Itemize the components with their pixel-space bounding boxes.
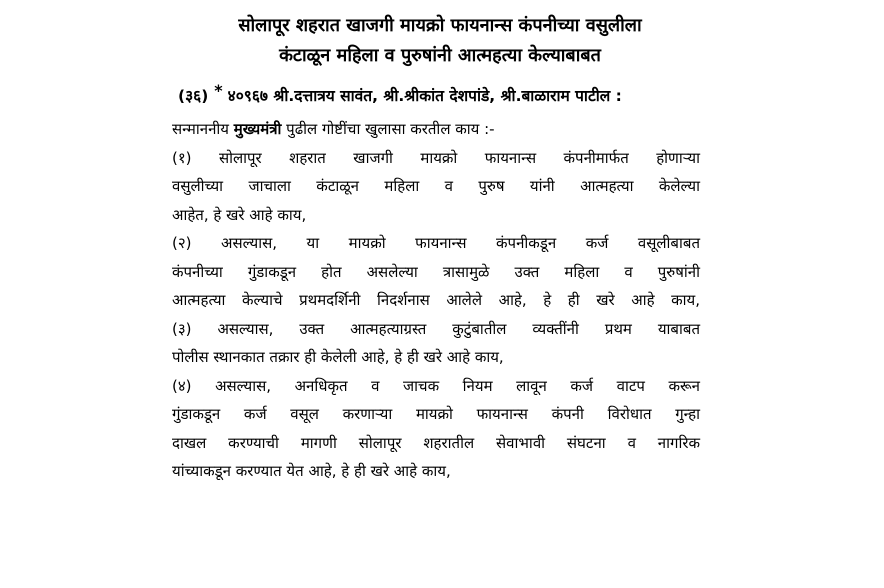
question-line: गुंडाकडून कर्ज वसूल करणाऱ्या मायक्रो फायनान्स कंपनी विरोधात गुन्हा [172, 405, 700, 423]
intro-prefix: सन्माननीय [172, 120, 230, 138]
question-body [172, 115, 700, 486]
heading-line-1: सोलापूर शहरात खाजगी मायक्रो फायनान्स कंपनीच्या वसुलीला [238, 15, 642, 36]
question-line: दाखल करण्याची मागणी सोलापूर शहरातील सेवाभावी संघटना व नागरिक [172, 433, 700, 452]
intro-line [172, 115, 700, 144]
starred-question-marker: * [214, 81, 223, 100]
question-line: पोलीस स्थानकात तक्रार ही केलेली आहे, हे ही खरे आहे काय, [172, 348, 504, 366]
question-line: (१) सोलापूर शहरात खाजगी मायक्रो फायनान्स कंपनीमार्फत होणाऱ्या [172, 148, 700, 167]
intro-addressee: मुख्यमंत्री [233, 120, 282, 138]
question-line: (३) असल्यास, उक्त आत्महत्याग्रस्त कुटुंबातील व्यक्तींनी प्रथम याबाबत [172, 319, 700, 338]
question-line: आत्महत्या केल्याचे प्रथमदर्शिनी निदर्शनास आलेले आहे, हे ही खरे आहे काय, [172, 291, 700, 309]
question-line: यांच्याकडून करण्यात येत आहे, हे ही खरे आहे काय, [172, 462, 451, 480]
question-line: (४) असल्यास, अनधिकृत व जाचक नियम लावून कर्ज वाटप करून [172, 376, 700, 395]
intro-suffix: पुढील गोष्टींचा खुलासा करतील काय :- [286, 120, 495, 138]
question-header [178, 81, 718, 106]
question-members: श्री.दत्तात्रय सावंत, श्री.श्रीकांत देशपांडे, श्री.बाळाराम पाटील : [273, 87, 622, 105]
heading-line-2: कंटाळून महिला व पुरुषांनी आत्महत्या केल्याबाबत [279, 45, 601, 66]
question-serial: (३६) [178, 87, 209, 105]
question-line: कंपनीच्या गुंडाकडून होत असलेल्या त्रासामुळे उक्त महिला व पुरुषांनी [172, 262, 700, 281]
question-number: ४०९६७ [227, 87, 268, 105]
question-line: (२) असल्यास, या मायक्रो फायनान्स कंपनीकडून कर्ज वसूलीबाबत [172, 234, 700, 252]
question-line: आहेत, हे खरे आहे काय, [172, 205, 307, 224]
question-line: वसुलीच्या जाचाला कंटाळून महिला व पुरुष यांनी आत्महत्या केलेल्या [172, 177, 700, 195]
